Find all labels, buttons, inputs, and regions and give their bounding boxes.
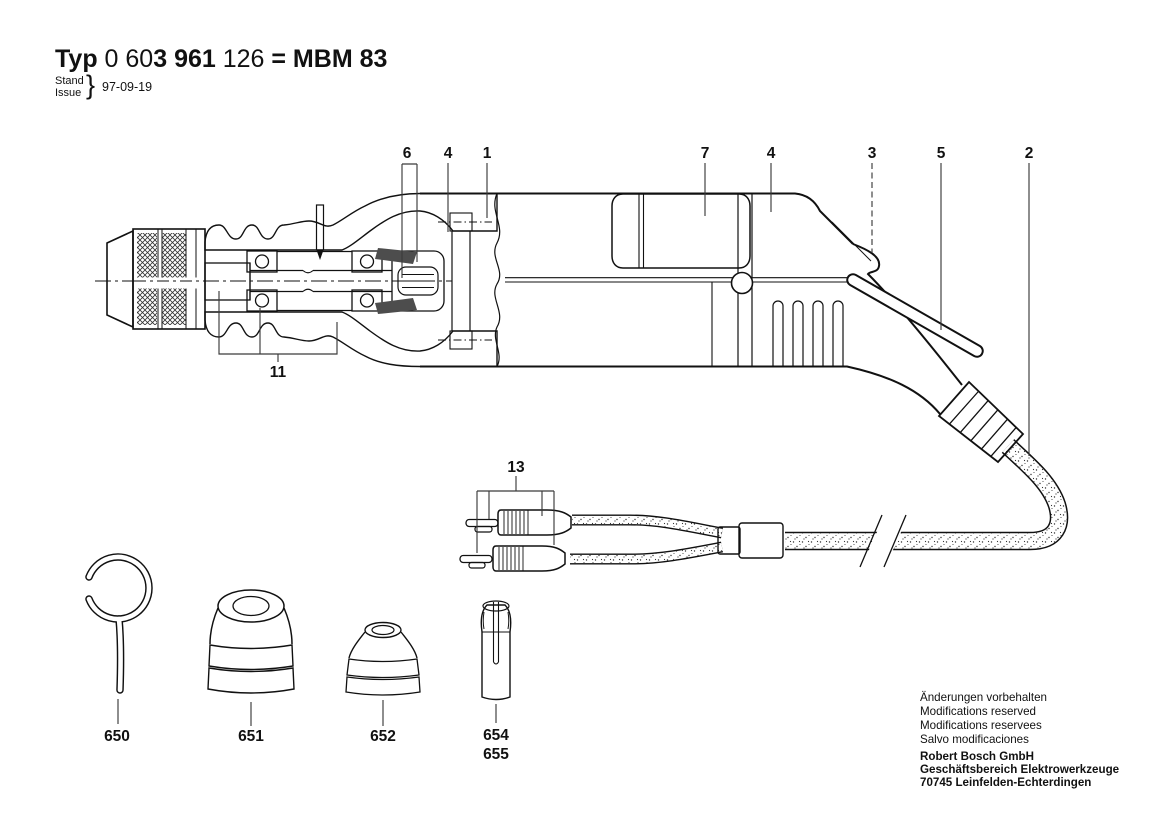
callout-13 bbox=[477, 459, 554, 553]
callout-3-label: 3 bbox=[867, 145, 877, 162]
motor-housing bbox=[420, 194, 962, 415]
switch-slider-line bbox=[832, 222, 871, 261]
typ-label: Typ bbox=[55, 45, 105, 73]
gear-housing-top-section bbox=[205, 194, 497, 251]
note-es: Salvo modificaciones bbox=[920, 733, 1029, 746]
note-de: Änderungen vorbehalten bbox=[920, 691, 1047, 704]
company-name: Robert Bosch GmbH bbox=[920, 750, 1035, 763]
accessory-651-chuck bbox=[208, 590, 294, 745]
accessory-654-collet bbox=[481, 601, 511, 763]
callout-2 bbox=[1025, 145, 1034, 456]
callout-3 bbox=[868, 145, 877, 253]
type-number-title: Typ 0 603 961 126 = MBM 83 bbox=[55, 45, 388, 73]
parting-line bbox=[505, 278, 848, 282]
callout-5-label: 5 bbox=[936, 145, 946, 162]
plug-lower-pin bbox=[460, 556, 492, 563]
plug-lower bbox=[460, 546, 565, 571]
main-assembly-drawing bbox=[95, 194, 1059, 572]
issue-label: Issue bbox=[55, 87, 82, 99]
note-en: Modifications reserved bbox=[920, 705, 1036, 718]
callout-13-label: 13 bbox=[507, 459, 525, 476]
stand-label: Stand bbox=[55, 75, 84, 87]
accessory-651-label: 651 bbox=[238, 728, 264, 745]
nameplate-panel bbox=[612, 194, 750, 268]
housing-top-edge bbox=[420, 194, 853, 245]
header-block bbox=[55, 45, 387, 100]
plug-upper bbox=[466, 510, 571, 535]
callout-4a-label: 4 bbox=[443, 145, 453, 162]
plug-wires bbox=[570, 520, 722, 559]
accessory-650-hook-tool bbox=[89, 557, 149, 745]
note-fr: Modifications reservees bbox=[920, 719, 1042, 732]
callout-2-label: 2 bbox=[1024, 145, 1034, 162]
accessories bbox=[89, 557, 511, 763]
callout-7-label: 7 bbox=[700, 145, 710, 162]
callout-1 bbox=[483, 145, 492, 218]
accessory-655-label: 655 bbox=[483, 746, 509, 763]
ventilation-slots bbox=[773, 301, 843, 367]
callout-6-label: 6 bbox=[402, 145, 412, 162]
housing-bottom-edge bbox=[420, 367, 940, 415]
callout-11-label: 11 bbox=[269, 364, 287, 381]
chuck bbox=[107, 229, 205, 329]
locking-pin bbox=[317, 205, 324, 260]
accessory-652-label: 652 bbox=[370, 728, 396, 745]
issue-date: 97-09-19 bbox=[102, 80, 153, 94]
callout-4a bbox=[444, 145, 453, 232]
callout-4b bbox=[767, 145, 776, 212]
callout-11 bbox=[219, 291, 337, 381]
company-city: 70745 Leinfelden-Echterdingen bbox=[920, 776, 1092, 789]
plug-upper-body bbox=[498, 510, 571, 535]
plug-upper-pin bbox=[466, 520, 498, 527]
footer-block bbox=[920, 691, 1120, 789]
accessory-650-label: 650 bbox=[104, 728, 130, 745]
accessory-652-chuck-nut bbox=[346, 623, 420, 746]
power-cable bbox=[785, 446, 1059, 570]
callout-7 bbox=[701, 145, 710, 216]
company-division: Geschäftsbereich Elektrowerkzeuge bbox=[920, 763, 1120, 776]
accessory-654-label: 654 bbox=[483, 727, 509, 744]
callout-1-label: 1 bbox=[482, 145, 492, 162]
model-name: = MBM 83 bbox=[271, 45, 388, 73]
cable-ferrule bbox=[718, 523, 783, 558]
callouts bbox=[219, 145, 1033, 553]
housing-screw bbox=[732, 273, 753, 294]
gearbox-interior bbox=[247, 205, 492, 349]
brace-glyph: } bbox=[86, 70, 96, 100]
callout-4b-label: 4 bbox=[766, 145, 776, 162]
callout-5 bbox=[937, 145, 946, 330]
lock-lever bbox=[853, 280, 977, 351]
plug-lower-body bbox=[493, 546, 565, 571]
nameplate-seam bbox=[639, 194, 644, 268]
gear-housing-bottom-section bbox=[205, 312, 497, 367]
